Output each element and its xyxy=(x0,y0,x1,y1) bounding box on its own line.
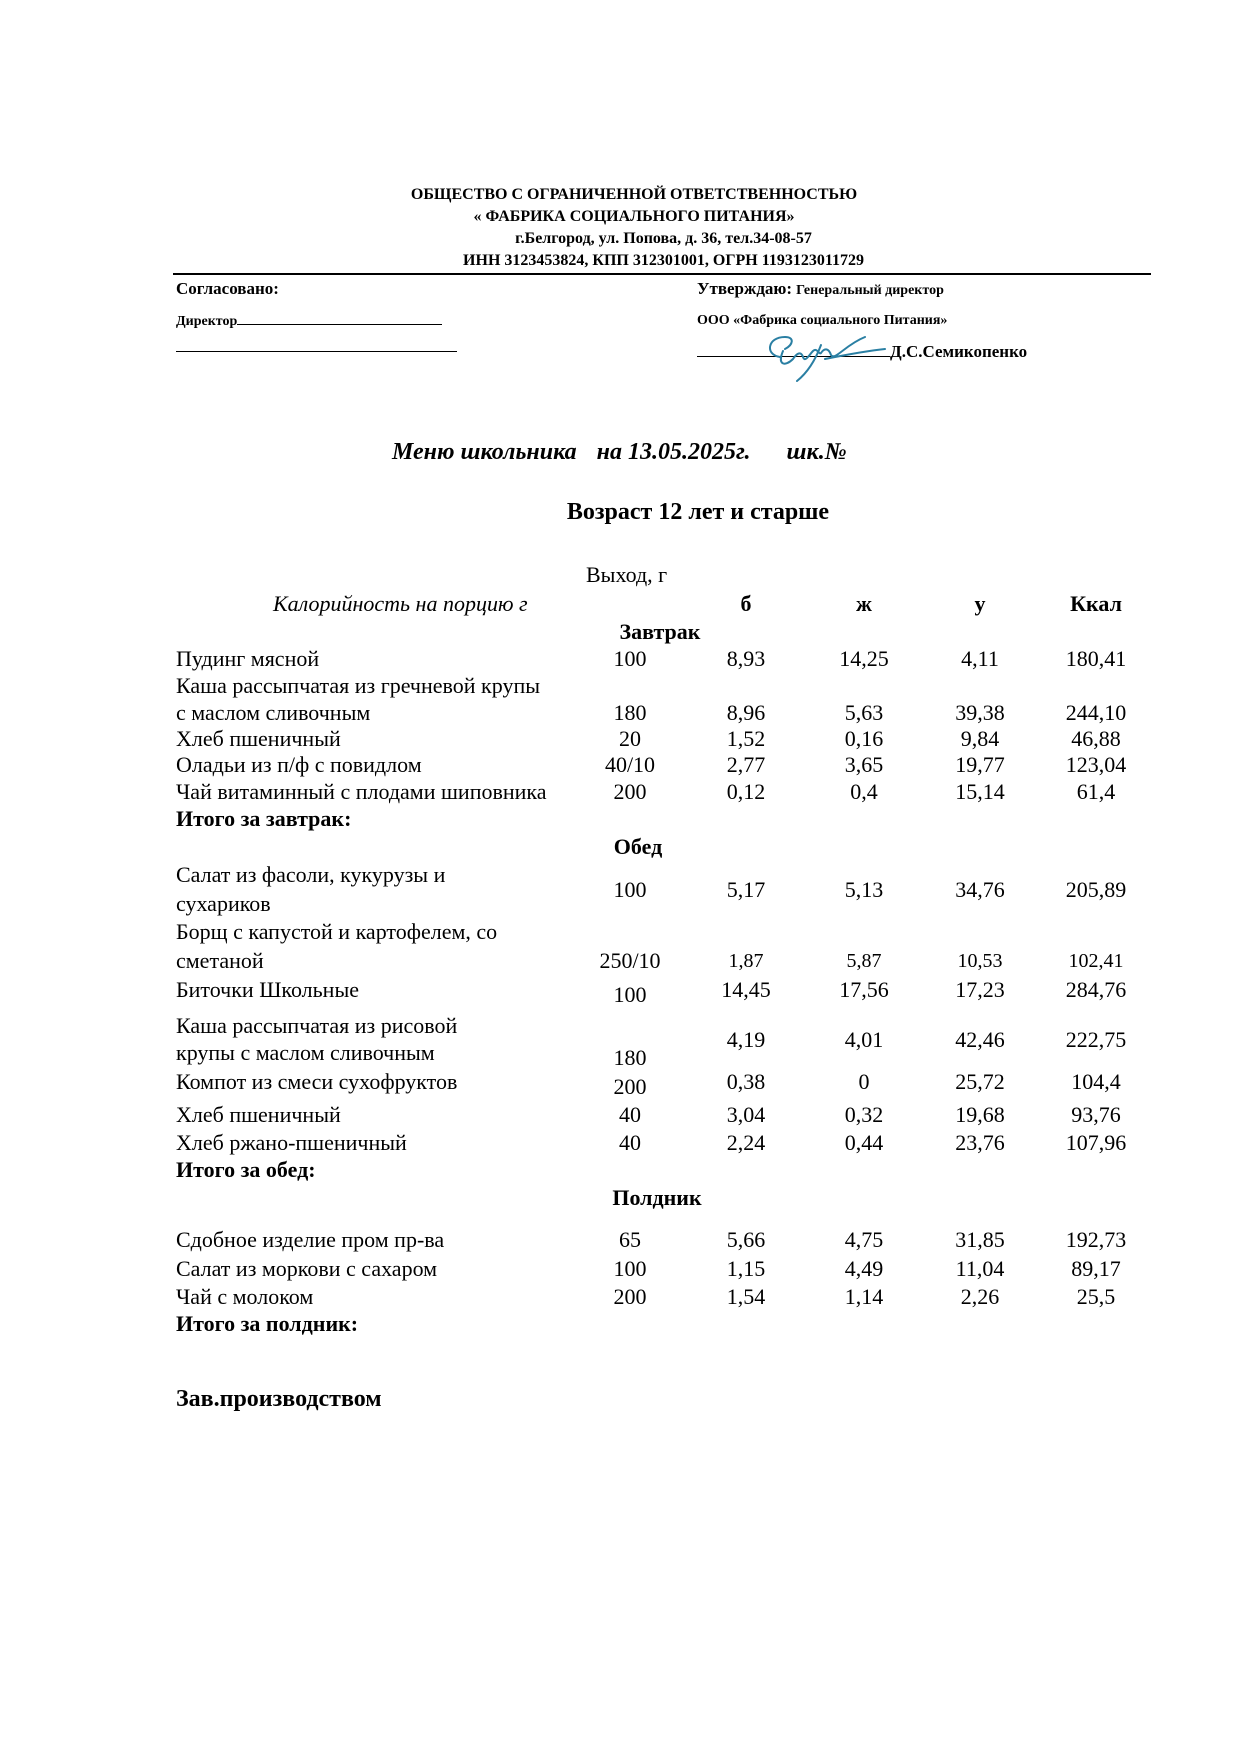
agreed-extra-line xyxy=(176,351,457,352)
dish-name: Салат из фасоли, кукурузы и xyxy=(176,862,446,887)
dish-name-cont: сухариков xyxy=(176,891,271,916)
approve-label: Утверждаю: xyxy=(697,279,793,298)
dish-b: 1,15 xyxy=(726,1256,766,1281)
dish-u: 23,76 xyxy=(955,1130,1005,1155)
dish-u: 31,85 xyxy=(955,1227,1005,1252)
dish-kcal: 284,76 xyxy=(1065,977,1127,1002)
dish-zh: 4,01 xyxy=(844,1027,884,1052)
dish-kcal: 104,4 xyxy=(1071,1069,1121,1094)
director-role: Директор xyxy=(176,314,238,329)
dish-name: Хлеб пшеничный xyxy=(176,1102,341,1127)
dish-b: 4,19 xyxy=(726,1027,766,1052)
dish-b: 1,54 xyxy=(726,1284,766,1309)
dish-yield: 100 xyxy=(613,1256,647,1281)
col-zh: ж xyxy=(856,591,872,616)
dish-yield: 100 xyxy=(613,877,647,902)
dish-yield: 200 xyxy=(613,1074,647,1099)
dish-yield: 200 xyxy=(613,1284,647,1309)
dish-kcal: 244,10 xyxy=(1065,700,1127,725)
col-u: у xyxy=(974,591,986,616)
dish-name: Чай с молоком xyxy=(176,1284,314,1309)
dish-kcal: 25,5 xyxy=(1076,1284,1116,1309)
dish-b: 3,04 xyxy=(726,1102,766,1127)
dish-yield: 100 xyxy=(613,646,647,671)
dish-zh: 3,65 xyxy=(844,752,884,777)
dish-zh: 0,4 xyxy=(850,779,878,804)
org-name-line1: ОБЩЕСТВО С ОГРАНИЧЕННОЙ ОТВЕТСТВЕННОСТЬЮ xyxy=(410,186,858,203)
dish-b: 2,77 xyxy=(726,752,766,777)
dish-kcal: 205,89 xyxy=(1065,877,1127,902)
dish-kcal: 180,41 xyxy=(1065,646,1127,671)
dish-zh: 17,56 xyxy=(839,977,889,1002)
dish-zh: 0 xyxy=(858,1069,870,1094)
dish-u: 19,68 xyxy=(955,1102,1005,1127)
dish-zh: 4,75 xyxy=(844,1227,884,1252)
dish-u: 2,26 xyxy=(960,1284,1000,1309)
dish-name: Борщ с капустой и картофелем, со xyxy=(176,919,498,944)
dish-zh: 5,13 xyxy=(844,877,884,902)
col-yield: Выход, г xyxy=(586,562,668,587)
dish-yield: 250/10 xyxy=(599,948,661,973)
menu-title xyxy=(392,439,847,466)
dish-kcal: 46,88 xyxy=(1071,726,1121,751)
dish-zh: 5,63 xyxy=(844,700,884,725)
dish-zh: 14,25 xyxy=(839,646,889,671)
dish-yield: 180 xyxy=(613,1045,647,1070)
dish-name: Сдобное изделие пром пр-ва xyxy=(176,1227,445,1252)
approve-org: ООО «Фабрика социального Питания» xyxy=(697,313,948,328)
dish-name: Хлеб ржано-пшеничный xyxy=(176,1130,407,1155)
col-b: б xyxy=(740,591,752,616)
dish-zh: 5,87 xyxy=(846,950,882,972)
dish-b: 14,45 xyxy=(721,977,771,1002)
dish-kcal: 89,17 xyxy=(1071,1256,1121,1281)
dish-name-cont: с маслом сливочным xyxy=(176,700,371,725)
menu-date: на 13.05.2025г. xyxy=(596,439,751,465)
dish-yield: 40 xyxy=(619,1130,641,1155)
total-breakfast: Итого за завтрак: xyxy=(176,806,352,831)
dish-name: Пудинг мясной xyxy=(176,646,320,671)
dish-kcal: 222,75 xyxy=(1065,1027,1127,1052)
dish-b: 2,24 xyxy=(726,1130,766,1155)
dish-kcal: 192,73 xyxy=(1065,1227,1127,1252)
dish-yield: 180 xyxy=(613,700,647,725)
director-line xyxy=(176,314,442,330)
org-address: г.Белгород, ул. Попова, д. 36, тел.34-08-57 xyxy=(515,230,812,247)
dish-b: 5,66 xyxy=(726,1227,766,1252)
dish-yield: 100 xyxy=(613,982,647,1007)
dish-u: 34,76 xyxy=(955,877,1005,902)
dish-name: Биточки Школьные xyxy=(176,977,359,1002)
section-title-breakfast: Завтрак xyxy=(619,619,701,644)
dish-zh: 4,49 xyxy=(844,1256,884,1281)
age-group: Возраст 12 лет и старше xyxy=(566,499,830,525)
dish-kcal: 93,76 xyxy=(1071,1102,1121,1127)
dish-kcal: 61,4 xyxy=(1076,779,1116,804)
dish-name-cont: крупы с маслом сливочным xyxy=(176,1040,435,1065)
dish-name: Каша рассыпчатая из гречневой крупы xyxy=(176,673,540,698)
dish-name: Оладьи из п/ф с повидлом xyxy=(176,752,422,777)
dish-zh: 0,44 xyxy=(844,1130,884,1155)
dish-u: 15,14 xyxy=(955,779,1005,804)
dish-u: 11,04 xyxy=(955,1256,1005,1281)
dish-zh: 0,32 xyxy=(844,1102,884,1127)
dish-u: 42,46 xyxy=(955,1027,1005,1052)
dish-b: 8,93 xyxy=(726,646,766,671)
dish-u: 10,53 xyxy=(957,950,1003,972)
dish-name: Чай витаминный с плодами шиповника xyxy=(176,779,547,804)
dish-name-cont: сметаной xyxy=(176,948,264,973)
dish-u: 25,72 xyxy=(955,1069,1005,1094)
signature-icon xyxy=(755,325,895,385)
dish-kcal: 107,96 xyxy=(1065,1130,1127,1155)
dish-b: 5,17 xyxy=(726,877,766,902)
approve-name: Д.С.Семикопенко xyxy=(890,342,1028,361)
dish-b: 1,87 xyxy=(728,950,764,972)
dish-name: Салат из моркови с сахаром xyxy=(176,1256,438,1281)
dish-kcal: 102,41 xyxy=(1068,950,1124,972)
menu-title-text: Меню школьника xyxy=(392,439,577,465)
dish-b: 1,52 xyxy=(726,726,766,751)
dish-u: 9,84 xyxy=(960,726,1000,751)
approve-heading xyxy=(697,279,944,299)
col-calorie-label: Калорийность на порцию г xyxy=(273,591,528,616)
dish-yield: 40 xyxy=(619,1102,641,1127)
org-requisites: ИНН 3123453824, КПП 312301001, ОГРН 1193123011729 xyxy=(463,252,864,269)
dish-u: 4,11 xyxy=(961,646,999,671)
dish-b: 0,38 xyxy=(726,1069,766,1094)
dish-u: 39,38 xyxy=(955,700,1005,725)
dish-yield: 65 xyxy=(619,1227,641,1252)
dish-name: Хлеб пшеничный xyxy=(176,726,341,751)
col-kcal: Ккал xyxy=(1070,591,1122,616)
dish-u: 19,77 xyxy=(955,752,1005,777)
dish-name: Каша рассыпчатая из рисовой xyxy=(176,1013,458,1038)
dish-zh: 1,14 xyxy=(844,1284,884,1309)
dish-b: 8,96 xyxy=(726,700,766,725)
school-number: шк.№ xyxy=(786,439,847,465)
org-name-line2: « ФАБРИКА СОЦИАЛЬНОГО ПИТАНИЯ» xyxy=(473,208,795,225)
dish-b: 0,12 xyxy=(726,779,766,804)
approve-role: Генеральный директор xyxy=(796,283,944,298)
section-title-lunch: Обед xyxy=(613,834,663,859)
production-manager: Зав.производством xyxy=(176,1386,382,1412)
total-snack: Итого за полдник: xyxy=(176,1311,359,1336)
dish-yield: 200 xyxy=(613,779,647,804)
director-signature-line xyxy=(237,324,442,325)
dish-kcal: 123,04 xyxy=(1065,752,1127,777)
total-lunch: Итого за обед: xyxy=(176,1157,316,1182)
dish-u: 17,23 xyxy=(955,977,1005,1002)
dish-yield: 40/10 xyxy=(604,752,656,777)
dish-zh: 0,16 xyxy=(844,726,884,751)
dish-yield: 20 xyxy=(619,726,641,751)
dish-name: Компот из смеси сухофруктов xyxy=(176,1069,458,1094)
agreed-label: Согласовано: xyxy=(176,279,279,298)
header-rule xyxy=(173,273,1151,275)
section-title-snack: Полдник xyxy=(612,1185,702,1210)
